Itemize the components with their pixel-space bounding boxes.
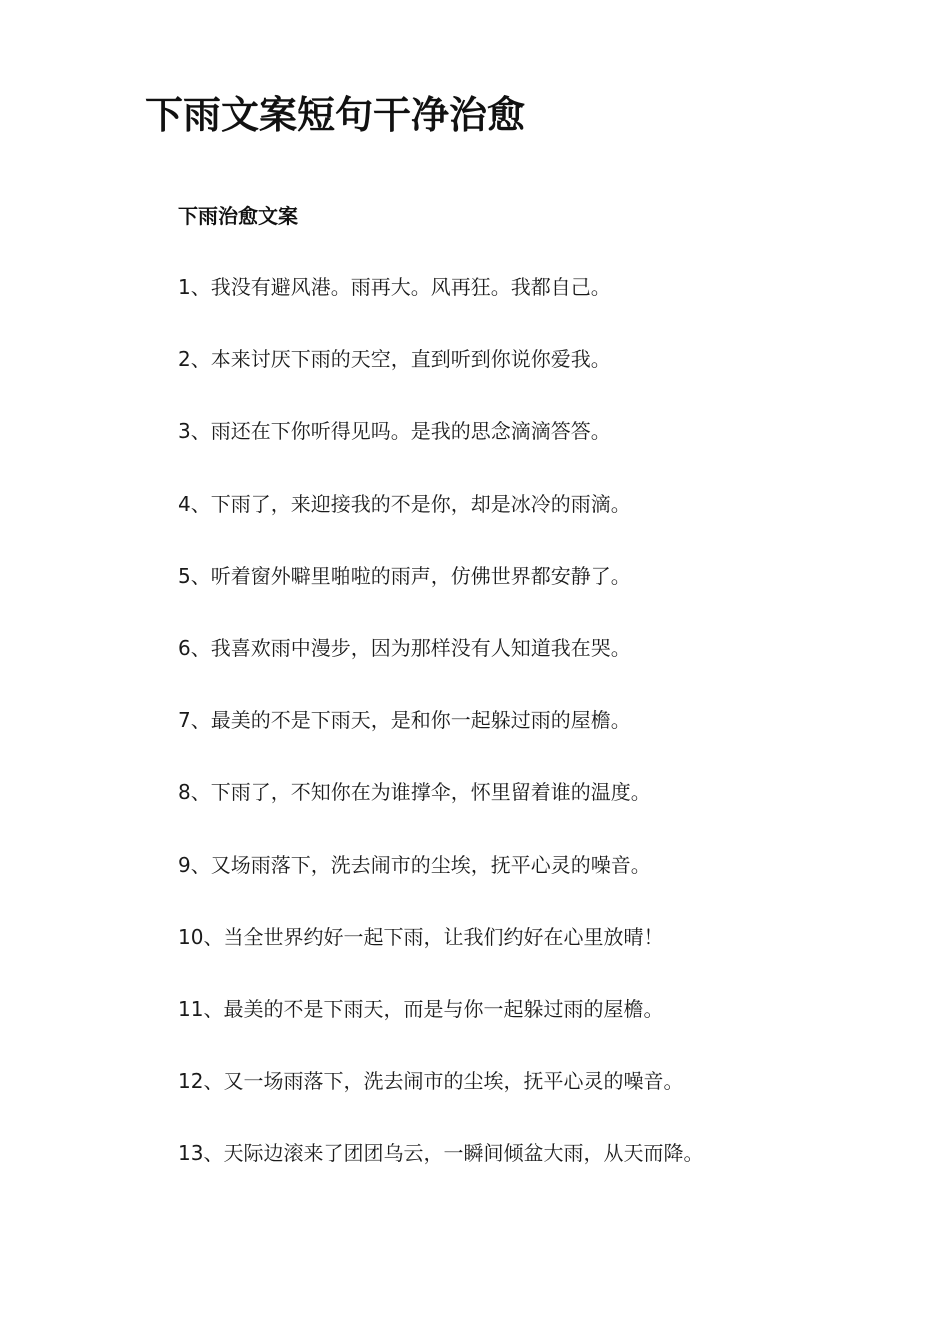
list-item: 9、又场雨落下，洗去闹市的尘埃，抚平心灵的噪音。 bbox=[178, 852, 651, 877]
section-heading: 下雨治愈文案 bbox=[178, 204, 298, 228]
list-item: 6、我喜欢雨中漫步，因为那样没有人知道我在哭。 bbox=[178, 635, 631, 660]
list-item: 8、下雨了，不知你在为谁撑伞，怀里留着谁的温度。 bbox=[178, 780, 651, 805]
list-item: 12、又一场雨落下，洗去闹市的尘埃，抚平心灵的噪音。 bbox=[178, 1069, 684, 1094]
list-item: 10、当全世界约好一起下雨，让我们约好在心里放晴！ bbox=[178, 924, 664, 949]
list-item: 7、最美的不是下雨天，是和你一起躲过雨的屋檐。 bbox=[178, 708, 631, 733]
list-item: 2、本来讨厌下雨的天空，直到听到你说你爱我。 bbox=[178, 347, 611, 372]
page-title: 下雨文案短句干净治愈 bbox=[145, 93, 526, 137]
list-item: 4、下雨了，来迎接我的不是你，却是冰冷的雨滴。 bbox=[178, 491, 631, 516]
list-item: 1、我没有避风港。雨再大。风再狂。我都自己。 bbox=[178, 275, 611, 299]
list-item: 13、天际边滚来了团团乌云，一瞬间倾盆大雨，从天而降。 bbox=[178, 1141, 704, 1166]
list-item: 3、雨还在下你听得见吗。是我的思念滴滴答答。 bbox=[178, 419, 611, 444]
quote-list bbox=[178, 271, 918, 1209]
list-item: 11、最美的不是下雨天，而是与你一起躲过雨的屋檐。 bbox=[178, 996, 664, 1021]
list-item: 5、听着窗外噼里啪啦的雨声，仿佛世界都安静了。 bbox=[178, 563, 631, 588]
